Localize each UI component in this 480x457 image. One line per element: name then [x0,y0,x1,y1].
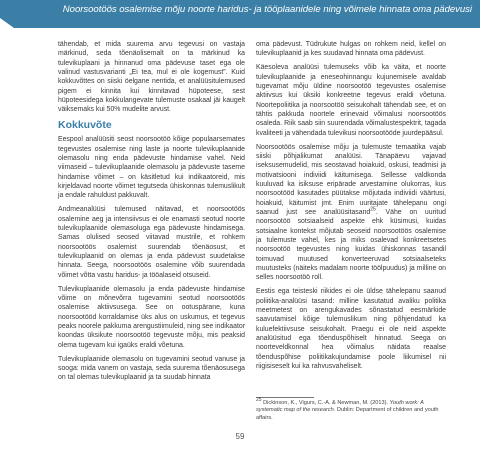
footnote-text: Dickinson, K., Vigurs, C.-A. & Newman, M. (2013). [263,400,390,406]
running-header-title: Noorsootöös osalemise mõju noorte haridus- ja tööplaanidele ning võimele hinnata oma pädevusi [62,4,472,15]
right-text-column [256,40,446,376]
footnote-divider [256,397,314,398]
footnote [256,397,446,422]
paragraph: Käesoleva analüüsi tulemuseks võib ka väita, et noorte tulevikuplaanide ja eneseohinnangu kujunemisele avaldab tugevamat mõju üldine noorsootöö tegevustes osalemise aktiivsus kui üksiki konkreetne tegevus eraldi võetuna. Noortepoliitika ja noorsootöö seisukohalt tähendab see, et on tähtis pakkuda noortele erinevaid võimalusi noorsootöös osaleda. Riik saab siin suurendada võimalustespektrit, tagada kvaliteeti ja vähendada tulevikusi noorsootööde juurdepääsul. [256,64,446,137]
page-number: 59 [235,432,245,441]
paragraph: Andmeanalüüsi tulemused näitavad, et noorsootöös osalemine aeg ja intensiivsus ei ole enamasti seotud noorte tulevikuplaanide olemasoluga ega pädevuste hindamisega. Samas olulised seosed viitavad mustrile, et rohkem noorsootöös osalemist suurendab tõenäosust, et tulevikuplaanid on olemas ja enda pädevust suudetakse hinnata. Seega, noorsootöös osalemine võib suurendada võimet võtta vastu haridus- ja tööalaseid otsuseid. [58,206,245,279]
paragraph: Eestis ega teisteski riikides ei ole üldse tähelepanu saanud poliitika-analüüsi tasand: milline kasutatud avaliku politika meetmetest on arengukavades sõnastatud eesmärkide saavutamisel kõige tulemuslikum ning põhjendatud ka kuluefektiivsuse seisukohalt. Praegu ei ole neid aspekte analüüsitud ega tõenduspõhiselt hinnatud. Seega on noorteveldkonnal hea võimalus näidata reaalse tõenduspõhise poliitikakujundamise poole liikumisel nii riigisiseselt kui ka rahvusvaheliselt. [256,288,446,371]
left-text-column [58,40,245,387]
paragraph-text: . Vähe on uuritud noorsootöö sotsiaalseid aspekte ehk küsimusi, kuidas sotsiaalne kontekst mõjutab seoseid noorsootöös osalemise ja tulemuste vahel, kes ja miks osalevad konkreetsetes noorsootöö tegevustes ning kuidas ühiskonnas tasandil toimuvad muutused konverteeruvad sotsiaalseteks muutusteks (näiteks madalam noorte töölpuudus) ja milline on selles noorsootöö roll. [256,209,446,282]
footnote-number: 25 [256,397,262,404]
paragraph: Tulevikuplaanide olemasolu ja enda pädevuste hindamise võime on mõnevõrra tugevamini seotud noorsootöös osalemise aktiivsusega. See on ootuspärane, kuna noorsootööd korraldamise üks alus on uskumus, et tegevus peaks noorele pakkuma arengustiimuleid, ning see indikaator koondas üksikute noorsootöö tegevuste mõju, mis peaksid olema tugevam kui igaüks eraldi võetuna. [58,285,245,349]
paragraph-with-footnote-ref [256,143,446,283]
paragraph-text: Noorsootöös osalemise mõju ja tulemuste temaatika vajab siiski põhjalikumat analüüsi. Tänapäevu vajavad iseksusemudelid, mis seostavad hoiakuid, oskusi, teadmisi ja motivatsiooni indiviidi käitumisega. Sellesse valdkonda kuuluvad ka isiksuse eripärade arvestamine olukorras, kus noorsootööd kasutades püütakse mõjutada indiviidi väärtusi, hoiakuid, käitumist jmt. Enim uuritajate tähelepanu ongi saanud just see analüüsitasand [256,143,446,217]
section-heading: Kokkuvõte [58,119,112,132]
footnote-source-title: Youth work: A systematic map of the research. [256,400,424,414]
footnote-reference[interactable]: 25 [370,206,376,213]
paragraph: oma pädevust. Tüdrukute hulgas on rohkem neid, kellel on tulevikuplaanid ja kes suudavad hinnata oma pädevust. [256,41,446,58]
header-corner-notch [0,18,14,28]
footnote-text: Dublin: Department of children and youth affairs. [256,407,439,421]
paragraph: Eespool analüüsiti seost noorsootöö kõige populaarsemates tegevustes osalemise ning laste ja noorte tulevikuplaanide olemasolu ning enda pädevuste hindamise vahel. Neid viimaseid – tulevikuplaanide olemasolu ja pädevuste taseme hindamise võimet – on käsitletud kui indikaatoreid, mis kirjeldavad noorte võimet tegutseda ühiskonnas tulemuslikult ja endale rahuldust pakkuvalt. [58,136,245,200]
paragraph: tähendab, et mida suurema arvu tegevusi on vastaja märkinud, seda tõenäolisemalt on ta märkinud ka tulevikuplaani ja hinnanud oma pädevuse taset ega ole valinud vastusvarianti „Ei tea, mul ei ole kogemust”. Kuid kokkuvõttes on siiski öelgane nentida, et analüüsitulemused pigem ei kinnita kui kinnitavad hüpoteese, sest hüpoteesidega kokkulangevate tulemuste osakaal jäi kaugelt väiksemaks kui 50% mudelite arvust. [58,41,245,114]
paragraph: Tulevikuplaanide olemasolu on tugevamini seotud vanuse ja sooga: mida vanem on vastaja, seda suurema tõenäosusega on tal olemas tulevikuplaanid ja ta suudab hinnata [58,355,245,382]
